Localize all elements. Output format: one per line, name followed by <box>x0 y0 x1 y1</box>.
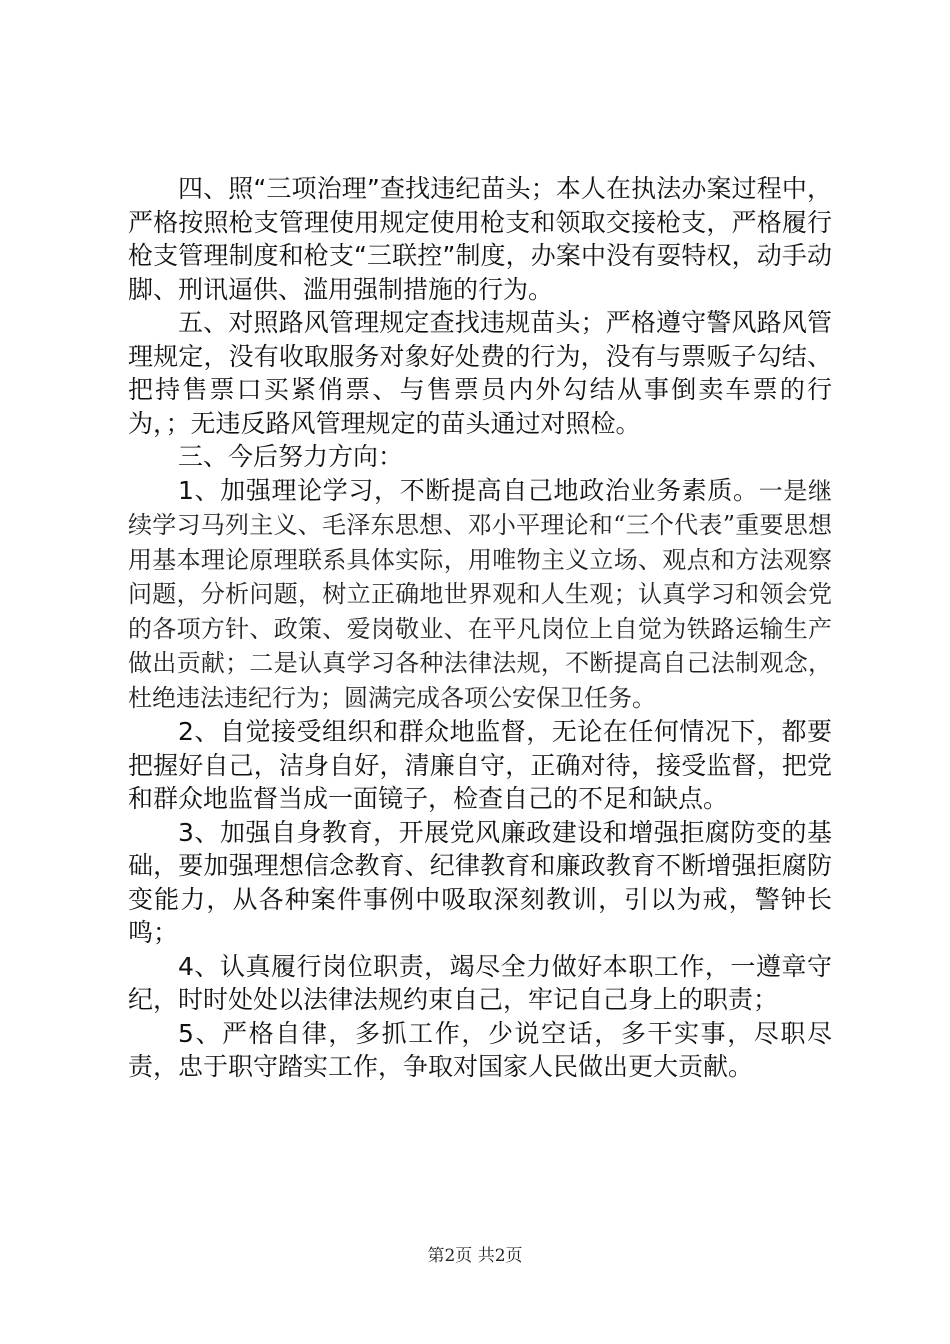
paragraph-item-3-self-education: 3、加强自身教育，开展党风廉政建设和增强拒腐防变的基础，要加强理想信念教育、纪律教育和廉政教育不断增强拒腐防变能力，从各种案件事例中吸取深刻教训，引以为戒，警钟长鸣； <box>128 817 832 947</box>
document-body <box>128 172 832 1084</box>
paragraph-item-5-self-discipline: 5、严格自律，多抓工作，少说空话，多干实事，尽职尽责，忠于职守踏实工作，争取对国家人民做出更大贡献。 <box>128 1018 832 1081</box>
item-1-lead: 1、加强理论学习，不断提高自己地政治业务素质。 <box>178 475 759 505</box>
paragraph-item-1-theory-study <box>128 474 832 716</box>
item-1-details: 一是继续学习马列主义、毛泽东思想、邓小平理论和“三个代表”重要思想用基本理论原理联系具体实际，用唯物主义立场、观点和方法观察问题，分析问题，树立正确地世界观和人生观；认真学习和领会党的各项方针、政策、爱岗敬业、在平凡岗位上自觉为铁路运输生产做出贡献；二是认真学习各种法律法规，不断提高自己法制观念，杜绝违法违纪行为；圆满完成各项公安保卫任务。 <box>128 476 832 712</box>
paragraph-four-three-governance: 四、照“三项治理”查找违纪苗头；本人在执法办案过程中，严格按照枪支管理使用规定使用枪支和领取交接枪支，严格履行枪支管理制度和枪支“三联控”制度，办案中没有耍特权，动手动脚、刑讯逼供、滥用强制措施的行为。 <box>128 174 832 304</box>
page-number-footer: 第2页 共2页 <box>427 1246 523 1266</box>
section-heading-future-direction: 三、今后努力方向： <box>178 442 404 471</box>
paragraph-five-road-conduct: 五、对照路风管理规定查找违规苗头；严格遵守警风路风管理规定，没有收取服务对象好处费的行为，没有与票贩子勾结、把持售票口买紧俏票、与售票员内外勾结从事倒卖车票的行为，；无违反路风管理规定的苗头通过对照检。 <box>128 308 832 438</box>
paragraph-item-2-supervision: 2、自觉接受组织和群众地监督，无论在任何情况下，都要把握好自己，洁身自好，清廉自守，正确对待，接受监督，把党和群众地监督当成一面镜子，检查自己的不足和缺点。 <box>128 717 832 813</box>
paragraph-item-4-duties: 4、认真履行岗位职责，竭尽全力做好本职工作，一遵章守纪，时时处处以法律法规约束自己，牢记自己身上的职责； <box>128 951 832 1014</box>
